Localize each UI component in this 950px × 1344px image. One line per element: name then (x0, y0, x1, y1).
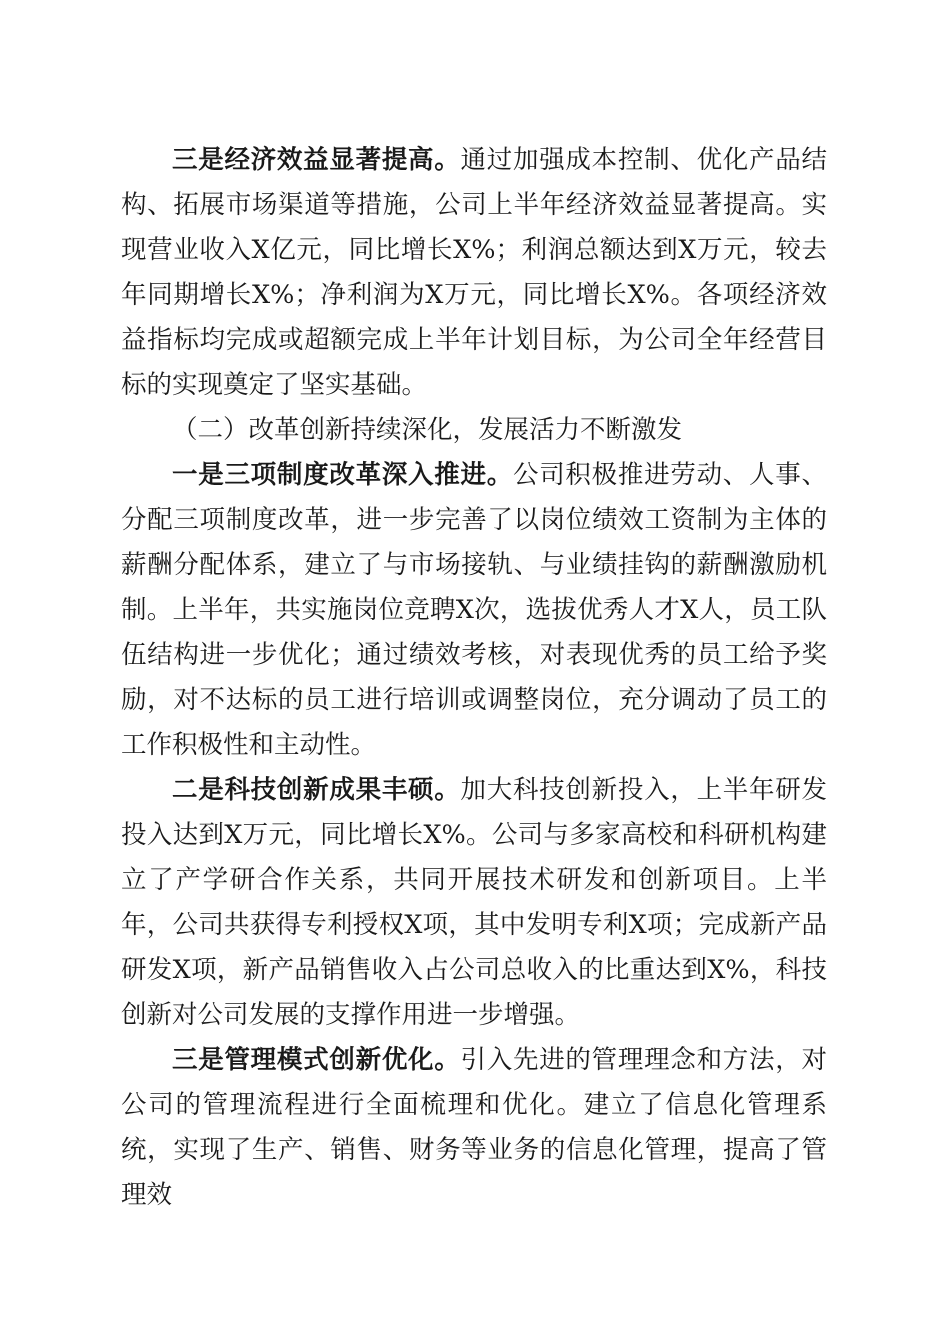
paragraph-text: 通过加强成本控制、优化产品结构、拓展市场渠道等措施，公司上半年经济效益显著提高。实现营业收入X亿元，同比增长X%；利润总额达到X万元，较去年同期增长X%；净利润为X万元，同比增长X%。各项经济效益指标均完成或超额完成上半年计划目标，为公司全年经营目标的实现奠定了坚实基础。 (121, 145, 827, 400)
paragraph-lead: 三是经济效益显著提高。 (172, 145, 461, 175)
section-heading: （二）改革创新持续深化，发展活力不断激发 (172, 415, 683, 445)
paragraph-lead: 二是科技创新成果丰硕。 (172, 775, 461, 805)
paragraph-text: 引入先进的管理理念和方法，对公司的管理流程进行全面梳理和优化。建立了信息化管理系统，实现了生产、销售、财务等业务的信息化管理，提高了管理效 (121, 1045, 827, 1210)
paragraph-management-innovation (121, 1038, 827, 1218)
paragraph-text: 公司积极推进劳动、人事、分配三项制度改革，进一步完善了以岗位绩效工资制为主体的薪酬分配体系，建立了与市场接轨、与业绩挂钩的薪酬激励机制。上半年，共实施岗位竞聘X次，选拔优秀人才X人，员工队伍结构进一步优化；通过绩效考核，对表现优秀的员工给予奖励，对不达标的员工进行培训或调整岗位，充分调动了员工的工作积极性和主动性。 (121, 460, 827, 760)
paragraph-lead: 三是管理模式创新优化。 (172, 1045, 461, 1075)
paragraph-text: 加大科技创新投入，上半年研发投入达到X万元，同比增长X%。公司与多家高校和科研机构建立了产学研合作关系，共同开展技术研发和创新项目。上半年，公司共获得专利授权X项，其中发明专利X项；完成新产品研发X项，新产品销售收入占公司总收入的比重达到X%，科技创新对公司发展的支撑作用进一步增强。 (121, 775, 827, 1030)
document-body (121, 138, 827, 1218)
paragraph-lead: 一是三项制度改革深入推进。 (172, 460, 513, 490)
paragraph-tech-innovation (121, 768, 827, 1038)
paragraph-economic-benefit (121, 138, 827, 408)
paragraph-system-reform (121, 453, 827, 768)
